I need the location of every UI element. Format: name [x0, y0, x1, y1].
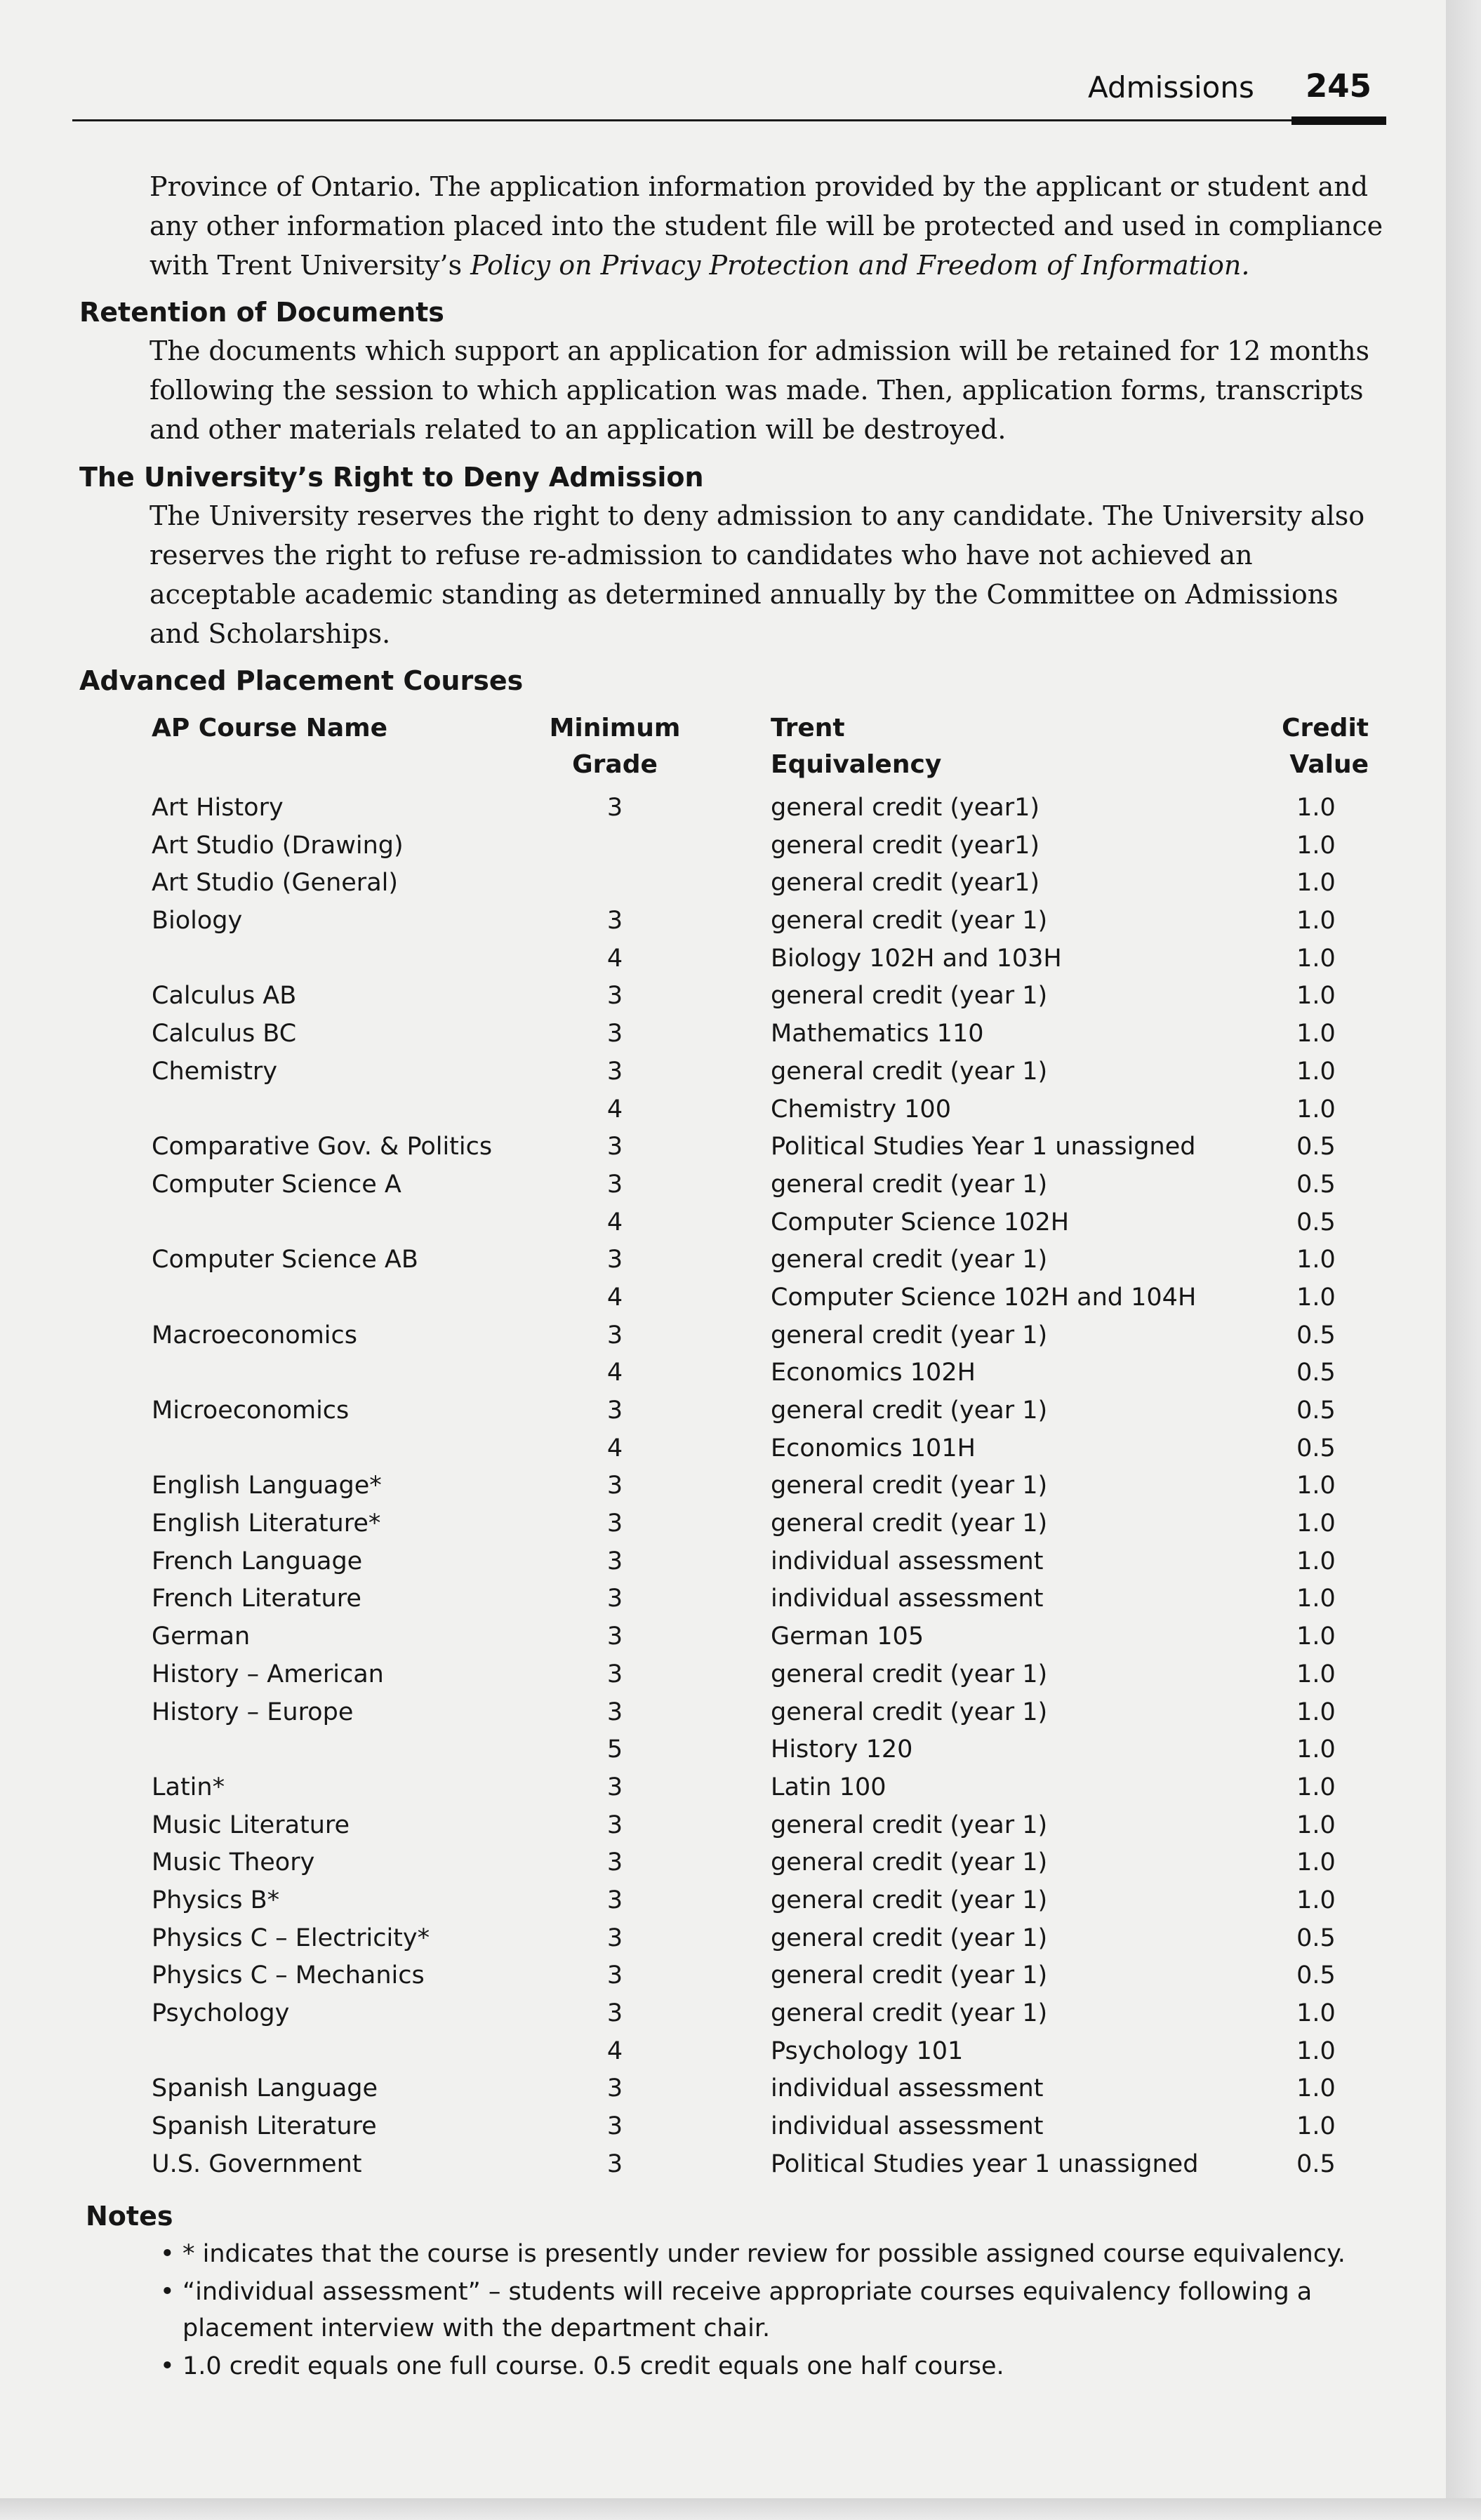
trent-equivalency-cell: general credit (year1): [771, 869, 1040, 898]
table-row: [0, 1241, 1446, 1279]
credit-value-cell: 1.0: [1296, 1283, 1336, 1312]
credit-value-cell: 1.0: [1296, 794, 1336, 822]
intro-paragraph: [150, 167, 1388, 285]
minimum-grade-cell: 3: [606, 1020, 623, 1048]
trent-equivalency-cell: general credit (year 1): [771, 1057, 1048, 1086]
course-name-cell: Art Studio (General): [152, 869, 399, 898]
credit-value-cell: 0.5: [1296, 1396, 1336, 1425]
table-row: [0, 1317, 1446, 1355]
minimum-grade-cell: 3: [606, 1660, 623, 1688]
minimum-grade-cell: 3: [606, 1622, 623, 1651]
credit-value-cell: 0.5: [1296, 1359, 1336, 1387]
page-bottom-shadow: [0, 2498, 1481, 2520]
table-row: [0, 1430, 1446, 1468]
credit-value-cell: 1.0: [1296, 2112, 1336, 2141]
minimum-grade-cell: 5: [606, 1735, 623, 1764]
minimum-grade-cell: 4: [606, 944, 623, 973]
note-item: [160, 2236, 1395, 2272]
header-rule: [72, 119, 1386, 121]
credit-value-cell: 1.0: [1296, 1698, 1336, 1726]
table-row: [0, 978, 1446, 1015]
table-row: [0, 1731, 1446, 1769]
minimum-grade-cell: 3: [606, 1133, 623, 1161]
credit-value-cell: 1.0: [1296, 1509, 1336, 1538]
table-row: [0, 827, 1446, 865]
table-row: [0, 1543, 1446, 1581]
trent-equivalency-cell: general credit (year 1): [771, 1848, 1048, 1877]
credit-value-cell: 1.0: [1296, 2036, 1336, 2065]
minimum-grade-cell: 3: [606, 1246, 623, 1274]
trent-equivalency-cell: Computer Science 102H: [771, 1208, 1070, 1236]
note-item: [160, 2274, 1395, 2347]
page-edge-shadow: [1446, 0, 1481, 2520]
credit-value-cell: 1.0: [1296, 1811, 1336, 1839]
intro-text: Province of Ontario. The application information provided by the applicant or student and any other information placed into the student file will be protected and used in compliance with Trent University’s: [150, 171, 1383, 281]
credit-value-cell: 1.0: [1296, 1848, 1336, 1877]
minimum-grade-cell: 3: [606, 1848, 623, 1877]
table-row: [0, 1128, 1446, 1166]
table-row: [0, 1807, 1446, 1845]
course-name-cell: Latin*: [152, 1773, 225, 1801]
credit-value-cell: 1.0: [1296, 1585, 1336, 1613]
table-row: [0, 1053, 1446, 1091]
deny-admission-heading: The University’s Right to Deny Admission: [79, 462, 704, 493]
trent-equivalency-cell: general credit (year 1): [771, 1170, 1048, 1199]
course-name-cell: English Language*: [152, 1472, 382, 1500]
course-name-cell: Comparative Gov. & Politics: [152, 1133, 493, 1161]
trent-equivalency-cell: general credit (year 1): [771, 1660, 1048, 1688]
credit-value-cell: 0.5: [1296, 1133, 1336, 1161]
course-name-cell: Spanish Language: [152, 2074, 378, 2103]
table-row: [0, 1694, 1446, 1732]
table-row: [0, 789, 1446, 827]
credit-value-cell: 1.0: [1296, 1886, 1336, 1914]
trent-equivalency-cell: Latin 100: [771, 1773, 886, 1801]
trent-equivalency-cell: individual assessment: [771, 2112, 1044, 2141]
table-row: [0, 1580, 1446, 1618]
course-name-cell: History – American: [152, 1660, 384, 1688]
table-row: [0, 1354, 1446, 1392]
retention-paragraph: The documents which support an application for admission will be retained for 12 months following the session to which application was made. Then, application forms, transcripts and other materials related to an application will be destroyed.: [150, 335, 1370, 445]
trent-equivalency-cell: general credit (year 1): [771, 1509, 1048, 1538]
notes-list: [160, 2236, 1395, 2386]
trent-equivalency-cell: general credit (year 1): [771, 907, 1048, 935]
table-row: [0, 1166, 1446, 1204]
credit-value-cell: 0.5: [1296, 1208, 1336, 1236]
trent-equivalency-cell: Economics 101H: [771, 1434, 976, 1462]
course-name-cell: Physics C – Mechanics: [152, 1961, 425, 1990]
trent-equivalency-cell: German 105: [771, 1622, 924, 1651]
course-name-cell: Computer Science AB: [152, 1246, 418, 1274]
trent-equivalency-cell: individual assessment: [771, 1585, 1044, 1613]
note-text: 1.0 credit equals one full course. 0.5 credit equals one half course.: [182, 2352, 1004, 2380]
minimum-grade-cell: 3: [606, 1321, 623, 1349]
credit-value-cell: 1.0: [1296, 1472, 1336, 1500]
notes-heading: Notes: [86, 2201, 173, 2232]
table-row: [0, 2070, 1446, 2108]
credit-value-cell: 1.0: [1296, 982, 1336, 1011]
minimum-grade-cell: 3: [606, 794, 623, 822]
running-header-section: Admissions: [1088, 70, 1254, 105]
table-row: [0, 1656, 1446, 1694]
course-name-cell: English Literature*: [152, 1509, 381, 1538]
trent-equivalency-cell: general credit (year 1): [771, 1811, 1048, 1839]
trent-equivalency-cell: general credit (year 1): [771, 1961, 1048, 1990]
course-name-cell: History – Europe: [152, 1698, 354, 1726]
trent-equivalency-cell: History 120: [771, 1735, 913, 1764]
trent-equivalency-cell: Biology 102H and 103H: [771, 944, 1062, 973]
minimum-grade-cell: 3: [606, 1698, 623, 1726]
minimum-grade-cell: 3: [606, 1396, 623, 1425]
course-name-cell: Chemistry: [152, 1057, 278, 1086]
minimum-grade-cell: 3: [606, 1886, 623, 1914]
minimum-grade-cell: 3: [606, 1961, 623, 1990]
table-row: [0, 1204, 1446, 1242]
table-row: [0, 1920, 1446, 1958]
col-header-trent-equivalency: [771, 710, 941, 783]
course-name-cell: Computer Science A: [152, 1170, 401, 1199]
col-header-course-name: AP Course Name: [152, 714, 388, 742]
trent-equivalency-cell: general credit (year 1): [771, 982, 1048, 1011]
bullet-icon: •: [160, 2240, 175, 2268]
trent-equivalency-cell: general credit (year1): [771, 794, 1040, 822]
minimum-grade-cell: 3: [606, 2149, 623, 2178]
trent-equivalency-cell: Chemistry 100: [771, 1095, 951, 1124]
col-header-grade-line1: Minimum: [549, 714, 681, 742]
trent-equivalency-cell: Psychology 101: [771, 2036, 964, 2065]
minimum-grade-cell: 3: [606, 1924, 623, 1952]
ap-table-body: [0, 789, 1446, 2183]
minimum-grade-cell: 4: [606, 1095, 623, 1124]
col-header-equiv-line2: Equivalency: [771, 750, 942, 779]
course-name-cell: Macroeconomics: [152, 1321, 358, 1349]
course-name-cell: U.S. Government: [152, 2149, 362, 2178]
minimum-grade-cell: 3: [606, 2074, 623, 2103]
course-name-cell: Art Studio (Drawing): [152, 831, 404, 860]
trent-equivalency-cell: general credit (year 1): [771, 1472, 1048, 1500]
policy-title: Policy on Privacy Protection and Freedom of Information.: [470, 250, 1250, 281]
trent-equivalency-cell: individual assessment: [771, 2074, 1044, 2103]
credit-value-cell: 1.0: [1296, 1999, 1336, 2027]
trent-equivalency-cell: general credit (year 1): [771, 1698, 1048, 1726]
credit-value-cell: 1.0: [1296, 1547, 1336, 1575]
minimum-grade-cell: 3: [606, 1811, 623, 1839]
minimum-grade-cell: 3: [606, 1057, 623, 1086]
trent-equivalency-cell: individual assessment: [771, 1547, 1044, 1575]
credit-value-cell: 1.0: [1296, 2074, 1336, 2103]
minimum-grade-cell: 4: [606, 2036, 623, 2065]
course-name-cell: French Language: [152, 1547, 363, 1575]
table-row: [0, 865, 1446, 902]
page-number: 245: [1306, 67, 1372, 105]
minimum-grade-cell: 3: [606, 1585, 623, 1613]
note-item: [160, 2348, 1395, 2385]
credit-value-cell: 1.0: [1296, 1773, 1336, 1801]
course-name-cell: Calculus BC: [152, 1020, 297, 1048]
trent-equivalency-cell: Computer Science 102H and 104H: [771, 1283, 1197, 1312]
note-text: “individual assessment” – students will receive appropriate courses equivalency following a placement interview with the department chair.: [182, 2278, 1313, 2342]
course-name-cell: Biology: [152, 907, 243, 935]
minimum-grade-cell: 3: [606, 907, 623, 935]
minimum-grade-cell: 3: [606, 982, 623, 1011]
table-row: [0, 1882, 1446, 1920]
credit-value-cell: 1.0: [1296, 1057, 1336, 1086]
course-name-cell: Psychology: [152, 1999, 290, 2027]
table-row: [0, 940, 1446, 978]
course-name-cell: Calculus AB: [152, 982, 297, 1011]
trent-equivalency-cell: Political Studies Year 1 unassigned: [771, 1133, 1196, 1161]
ap-courses-heading: Advanced Placement Courses: [79, 665, 524, 696]
credit-value-cell: 0.5: [1296, 1961, 1336, 1990]
minimum-grade-cell: 4: [606, 1434, 623, 1462]
course-name-cell: German: [152, 1622, 251, 1651]
credit-value-cell: 1.0: [1296, 944, 1336, 973]
trent-equivalency-cell: general credit (year 1): [771, 1924, 1048, 1952]
minimum-grade-cell: 3: [606, 1509, 623, 1538]
minimum-grade-cell: 3: [606, 2112, 623, 2141]
table-row: [0, 2033, 1446, 2071]
note-text: * indicates that the course is presently under review for possible assigned course equivalency.: [182, 2240, 1346, 2268]
credit-value-cell: 1.0: [1296, 1622, 1336, 1651]
table-row: [0, 1467, 1446, 1505]
minimum-grade-cell: 3: [606, 1773, 623, 1801]
table-row: [0, 1618, 1446, 1656]
credit-value-cell: 1.0: [1296, 1660, 1336, 1688]
minimum-grade-cell: 4: [606, 1283, 623, 1312]
table-row: [0, 902, 1446, 940]
course-name-cell: Physics B*: [152, 1886, 280, 1914]
trent-equivalency-cell: Economics 102H: [771, 1359, 976, 1387]
trent-equivalency-cell: general credit (year 1): [771, 1886, 1048, 1914]
header-rule-accent: [1291, 116, 1386, 125]
credit-value-cell: 1.0: [1296, 831, 1336, 860]
credit-value-cell: 1.0: [1296, 1735, 1336, 1764]
course-name-cell: Music Theory: [152, 1848, 315, 1877]
credit-value-cell: 0.5: [1296, 1434, 1336, 1462]
retention-heading: Retention of Documents: [79, 297, 444, 328]
table-row: [0, 1091, 1446, 1129]
credit-value-cell: 1.0: [1296, 1020, 1336, 1048]
credit-value-cell: 1.0: [1296, 869, 1336, 898]
col-header-credit-line2: Value: [1289, 750, 1369, 779]
table-row: [0, 2146, 1446, 2184]
minimum-grade-cell: 3: [606, 1170, 623, 1199]
col-header-equiv-line1: Trent: [771, 714, 845, 742]
table-row: [0, 1769, 1446, 1807]
course-name-cell: Music Literature: [152, 1811, 350, 1839]
credit-value-cell: 1.0: [1296, 907, 1336, 935]
table-row: [0, 1392, 1446, 1430]
col-header-grade-line2: Grade: [572, 750, 658, 779]
credit-value-cell: 0.5: [1296, 1924, 1336, 1952]
table-row: [0, 1995, 1446, 2033]
bullet-icon: •: [160, 2352, 175, 2380]
course-name-cell: French Literature: [152, 1585, 361, 1613]
credit-value-cell: 0.5: [1296, 2149, 1336, 2178]
table-row: [0, 1279, 1446, 1317]
minimum-grade-cell: 4: [606, 1359, 623, 1387]
col-header-credit-value: [1263, 710, 1369, 783]
trent-equivalency-cell: general credit (year 1): [771, 1321, 1048, 1349]
minimum-grade-cell: 3: [606, 1472, 623, 1500]
credit-value-cell: 1.0: [1296, 1246, 1336, 1274]
table-row: [0, 1957, 1446, 1995]
credit-value-cell: 0.5: [1296, 1170, 1336, 1199]
trent-equivalency-cell: Political Studies year 1 unassigned: [771, 2149, 1199, 2178]
bullet-icon: •: [160, 2278, 175, 2306]
deny-admission-paragraph: The University reserves the right to deny admission to any candidate. The University also reserves the right to refuse re-admission to candidates who have not achieved an acceptable academic standing as determined annually by the Committee on Admissions and Scholarships.: [150, 500, 1365, 649]
trent-equivalency-cell: general credit (year 1): [771, 1246, 1048, 1274]
credit-value-cell: 1.0: [1296, 1095, 1336, 1124]
minimum-grade-cell: 4: [606, 1208, 623, 1236]
minimum-grade-cell: 3: [606, 1999, 623, 2027]
table-row: [0, 1505, 1446, 1543]
credit-value-cell: 0.5: [1296, 1321, 1336, 1349]
minimum-grade-cell: 3: [606, 1547, 623, 1575]
trent-equivalency-cell: Mathematics 110: [771, 1020, 984, 1048]
trent-equivalency-cell: general credit (year 1): [771, 1999, 1048, 2027]
course-name-cell: Spanish Literature: [152, 2112, 377, 2141]
course-name-cell: Art History: [152, 794, 284, 822]
table-row: [0, 2108, 1446, 2146]
col-header-minimum-grade: [545, 710, 685, 783]
table-row: [0, 1015, 1446, 1053]
trent-equivalency-cell: general credit (year 1): [771, 1396, 1048, 1425]
table-row: [0, 1844, 1446, 1882]
trent-equivalency-cell: general credit (year1): [771, 831, 1040, 860]
col-header-credit-line1: Credit: [1282, 714, 1369, 742]
course-name-cell: Physics C – Electricity*: [152, 1924, 430, 1952]
course-name-cell: Microeconomics: [152, 1396, 350, 1425]
